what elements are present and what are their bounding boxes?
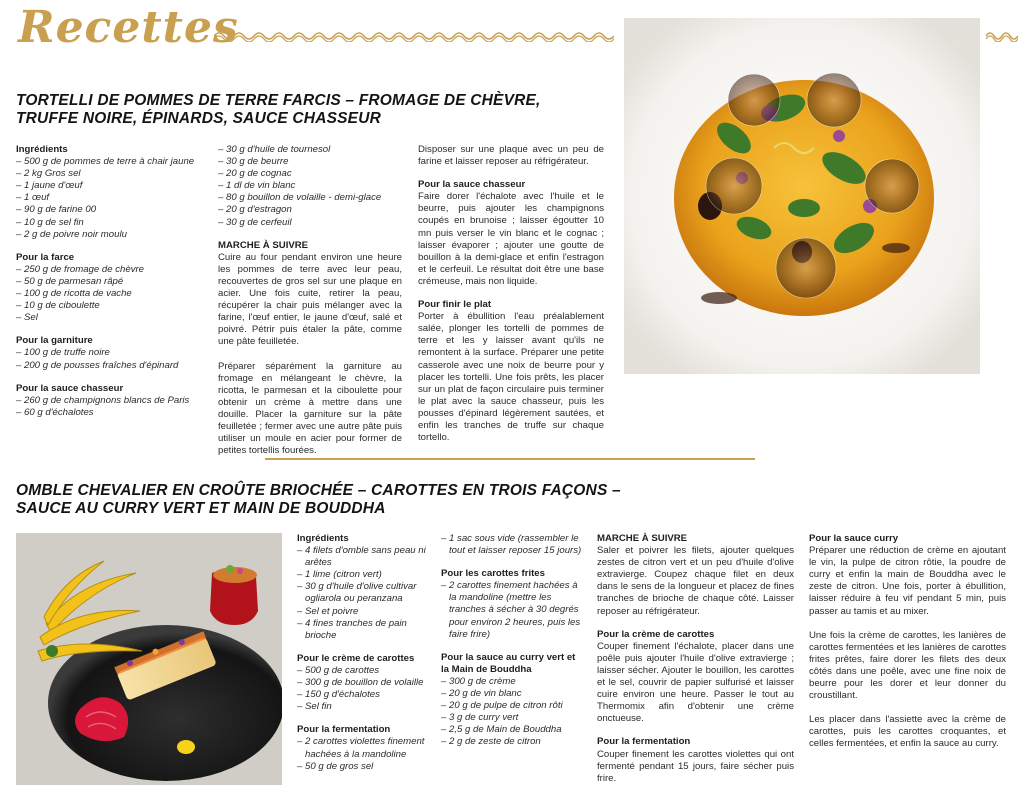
recipe-2-curry-steps-1: Préparer une réduction de crème en ajoutant le vin, la pulpe de citron rôtie, la poudre de curry et enfin la main de Bouddha avec le zeste de citron. Une fois, porter à ébullition, laisser réduire à feu vif pendant 5 min, puis passer au tamis et au mixer.	[809, 545, 1006, 617]
omble-chevalier-dish-photo	[16, 533, 282, 785]
list-item: – 1 lime (citron vert)	[297, 569, 437, 581]
list-item: – 3 g de curry vert	[441, 712, 585, 724]
recipe-1-ingredients-heading: Ingrédients	[16, 144, 68, 155]
list-item: – 260 g de champignons blancs de Paris	[16, 395, 204, 407]
recipe-1-finish-steps: Porter à ébullition l'eau préalablement salée, plonger les tortelli de pommes de terre et les y laisser avant qu'ils ne remontent à la surface. Préparer une petite casserole avec une noix de beurre pour y placer les tortelli. Une fois prêts, les placer sur un plat de façon circulaire puis terminer le plat avec la sauce chasseur, puis les pousses d'épinard légèrement sautées, et enfin les tranches de truffe sur chaque tortello.	[418, 311, 604, 444]
list-item: – 30 g d'huile d'olive cultivar ogliarola ou peranzana	[297, 581, 437, 605]
recipe-1-sauce-heading: Pour la sauce chasseur	[16, 382, 124, 394]
omble-chevalier-illustration	[16, 533, 282, 785]
section-title: Recettes	[18, 2, 239, 53]
list-item: – 250 g de fromage de chèvre	[16, 264, 204, 276]
list-item: – 30 g d'huile de tournesol	[218, 144, 402, 156]
recipe-1-farce-list	[16, 264, 204, 324]
list-item: – 1 jaune d'œuf	[16, 180, 204, 192]
recipe-2-column-2	[441, 533, 585, 749]
recipe-2-steps-heading: MARCHE À SUIVRE	[597, 533, 688, 544]
list-item: – 90 g de farine 00	[16, 204, 204, 216]
recipe-2-curry-steps-3: Les placer dans l'assiette avec la crème de carottes, puis les carottes croquantes, et celles fermentées, et enfin la sauce au curry.	[809, 714, 1006, 750]
list-item: – 100 g de ricotta de vache	[16, 288, 204, 300]
recipe-1-step-2: Préparer séparément la garniture au fromage en mélangeant le chèvre, la ricotta, le parmesan et la ciboulette pour obtenir un crème à mettre dans une douille. Placer la garniture sur la pâte feuilletée ; fermer avec une autre pâte puis utiliser un moule en acier pour former de petites tortellis fourées.	[218, 360, 402, 457]
recipe-2-column-4	[809, 533, 1006, 751]
list-item: – 500 g de carottes	[297, 665, 437, 677]
list-item: – 80 g bouillon de volaille - demi-glace	[218, 192, 402, 204]
list-item: – 2 g de zeste de citron	[441, 736, 585, 748]
list-item: – 2 g de poivre noir moulu	[16, 229, 204, 241]
recipe-1-column-3	[418, 144, 604, 444]
recipe-2-curry-steps-heading: Pour la sauce curry	[809, 533, 899, 544]
recipe-2-column-3	[597, 533, 794, 785]
list-item: – Sel fin	[297, 701, 437, 713]
list-item: – 4 filets d'omble sans peau ni arêtes	[297, 545, 437, 569]
list-item: – 10 g de ciboulette	[16, 300, 204, 312]
list-item: – 60 g d'échalotes	[16, 407, 204, 419]
header-ornament-right	[986, 30, 1018, 42]
list-item: – 300 g de crème	[441, 676, 585, 688]
recipe-2-carrot-steps-heading: Pour la crème de carottes	[597, 628, 715, 640]
recipe-2-ferment-list-continued	[441, 533, 585, 557]
recipe-2-carrot-cream-heading: Pour le crème de carottes	[297, 652, 415, 664]
list-item: – 2 carottes violettes finement hachées à la mandoline	[297, 736, 437, 760]
recipe-1-garniture-list	[16, 347, 204, 371]
header-ornament-left	[214, 30, 614, 42]
recipe-2-ferment-heading: Pour la fermentation	[297, 724, 391, 736]
list-item: – 150 g d'échalotes	[297, 689, 437, 701]
recipe-1-step-3: Disposer sur une plaque avec un peu de farine et laisser reposer au réfrigérateur.	[418, 144, 604, 168]
section-divider	[265, 458, 755, 460]
recipe-2-column-1	[297, 533, 437, 773]
recipe-2-ingredients-list	[297, 545, 437, 642]
recipe-2-ferment-steps: Couper finement les carottes violettes qui ont fermenté pendant 15 jours, faire sécher puis frire.	[597, 748, 794, 784]
recipe-1-title-line-2: TRUFFE NOIRE, ÉPINARDS, SAUCE CHASSEUR	[16, 110, 381, 127]
list-item: – 100 g de truffe noire	[16, 347, 204, 359]
recipe-2-carrot-cream-list	[297, 665, 437, 713]
list-item: – 20 g de pulpe de citron rôti	[441, 700, 585, 712]
recipe-1-column-1	[16, 144, 204, 419]
list-item: – 2 carottes finement hachées à la mandoline (mettre les tranches à sécher à 30 degrés pour environ 2 heures, puis les faire frire)	[441, 580, 585, 640]
recipe-1-title	[16, 92, 616, 128]
recipe-1-sauce-list	[16, 395, 204, 419]
recipe-2-curry-list	[441, 676, 585, 749]
recipe-1-title-line-1: TORTELLI DE POMMES DE TERRE FARCIS – FROMAGE DE CHÈVRE,	[16, 92, 541, 109]
recipe-2-fries-heading: Pour les carottes frites	[441, 568, 545, 580]
list-item: – 1 dl de vin blanc	[218, 180, 402, 192]
tortelli-dish-illustration	[624, 18, 980, 374]
recipe-2-title	[16, 482, 716, 518]
list-item: – 10 g de sel fin	[16, 217, 204, 229]
recipe-1-ingredients-list	[16, 156, 204, 241]
list-item: – 500 g de pommes de terre à chair jaune	[16, 156, 204, 168]
list-item: – 300 g de bouillon de volaille	[297, 677, 437, 689]
list-item: – 50 g de parmesan râpé	[16, 276, 204, 288]
list-item: – 200 g de pousses fraîches d'épinard	[16, 360, 204, 372]
list-item: – 30 g de cerfeuil	[218, 217, 402, 229]
recipe-2-ferment-steps-heading: Pour la fermentation	[597, 736, 691, 748]
list-item: – 30 g de beurre	[218, 156, 402, 168]
list-item: – 2 kg Gros sel	[16, 168, 204, 180]
list-item: – 4 fines tranches de pain brioche	[297, 618, 437, 642]
recipe-2-curry-steps-2: Une fois la crème de carottes, les lanières de carottes fermentées et les lanières de carottes frites prêtes, faire dorer les filets des deux côtés dans une poêle, avec une fine noix de beurre pour les dorer et leur donner du croustillant.	[809, 629, 1006, 702]
recipe-2-fries-list	[441, 580, 585, 640]
recipe-2-steps: Saler et poivrer les filets, ajouter quelques zestes de citron vert et un peu d'huile d'olive extravierge. Coupez chaque filet en deux dans le sens de la longueur et placez de fines tranches de brioche de chaque côté. Laisser reposer au réfrigérateur.	[597, 545, 794, 617]
recipe-1-garniture-heading: Pour la garniture	[16, 335, 93, 347]
recipe-1-sauce-steps-heading: Pour la sauce chasseur	[418, 179, 526, 191]
list-item: – 50 g de gros sel	[297, 761, 437, 773]
recipe-2-ingredients-heading: Ingrédients	[297, 533, 349, 544]
recipe-2-title-line-2: SAUCE AU CURRY VERT ET MAIN DE BOUDDHA	[16, 500, 386, 517]
recipe-1-farce-heading: Pour la farce	[16, 251, 75, 263]
list-item: – 1 sac sous vide (rassembler le tout et laisser reposer 15 jours)	[441, 533, 585, 557]
recipe-2-ferment-list	[297, 736, 437, 772]
tortelli-dish-photo	[624, 18, 980, 374]
recipe-1-finish-heading: Pour finir le plat	[418, 299, 492, 311]
recipe-1-sauce-steps: Faire dorer l'échalote avec l'huile et le beurre, puis ajouter les champignons coupés en brunoise ; laisser égoutter 10 mn puis verser le vin blanc et le cognac ; laisser évaporer ; ajouter une goutte de bouillon à la demi-glace et enfin l'estragon et le cerfeuil. Le résultat doit être une base crémeuse, mais non liquide.	[418, 191, 604, 287]
list-item: – Sel	[16, 312, 204, 324]
recipe-2-carrot-steps: Couper finement l'échalote, placer dans une poêle puis ajouter l'huile d'olive extravierge ; laisser sécher. Ajouter le bouillon, les carottes et le sel, couvrir de papier sulfurisé et laisser cuire environ une heure. Passer le tout au Thermomix afin d'obtenir une crème onctueuse.	[597, 640, 794, 725]
recipe-1-column-2	[218, 144, 402, 457]
list-item: – 20 g de cognac	[218, 168, 402, 180]
recipe-2-title-line-1: OMBLE CHEVALIER EN CROÛTE BRIOCHÉE – CAROTTES EN TROIS FAÇONS –	[16, 482, 621, 499]
list-item: – 2,5 g de Main de Bouddha	[441, 724, 585, 736]
recipe-2-curry-heading: Pour la sauce au curry vert et la Main de Bouddha	[441, 651, 576, 675]
list-item: – 20 g d'estragon	[218, 204, 402, 216]
recipe-1-sauce-list-continued	[218, 144, 402, 229]
list-item: – 20 g de vin blanc	[441, 688, 585, 700]
list-item: – 1 œuf	[16, 192, 204, 204]
recipe-1-step-1: Cuire au four pendant environ une heure les pommes de terre avec leur peau, recouvertes de gros sel sur une plaque en acier. Une fois cuite, retirer la peau, récupérer la chair puis mélanger avec la farine, l'œuf entier, le jaune d'œuf, salé et poivré. Pétrir puis étaler la pâte, comme une pâte feuilletée.	[218, 251, 402, 348]
recipe-1-steps-heading: MARCHE À SUIVRE	[218, 239, 309, 251]
list-item: – Sel et poivre	[297, 606, 437, 618]
